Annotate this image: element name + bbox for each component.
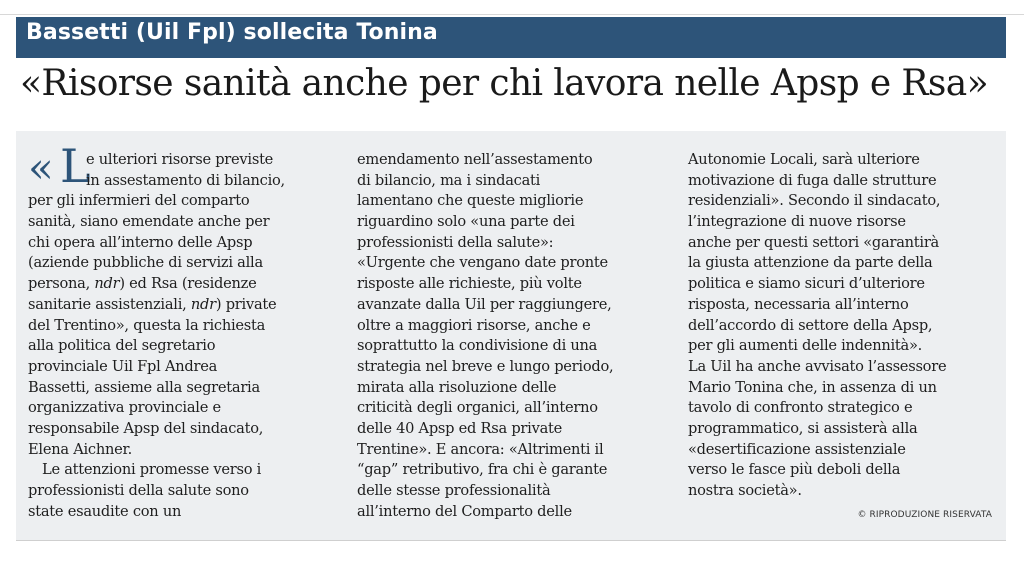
text-line: la giusta attenzione da parte della	[688, 254, 933, 272]
text-line: nostra società».	[688, 482, 802, 499]
drop-quote-mark: «	[28, 143, 54, 192]
drop-cap: L	[60, 139, 91, 193]
column-3	[688, 150, 1008, 502]
text-line: l’integrazione di nuove risorse	[688, 213, 906, 231]
text-line: Mario Tonina che, in assenza di un	[688, 378, 937, 396]
text-line: politica e siamo sicuri d’ulteriore	[688, 275, 925, 293]
kicker-text: Bassetti (Uil Fpl) sollecita Tonina	[26, 20, 438, 45]
text-line: delle 40 Apsp ed Rsa private	[357, 419, 563, 437]
text-line: risposta, necessaria all’interno	[688, 295, 909, 313]
text-line: avanzate dalla Uil per raggiungere,	[357, 295, 612, 313]
copyright-notice: © RIPRODUZIONE RISERVATA	[857, 510, 992, 520]
text-line: lamentano che queste migliorie	[357, 192, 584, 210]
text-line: tavolo di confronto strategico e	[688, 399, 913, 417]
text-line: Trentine». E ancora: «Altrimenti il	[357, 440, 604, 458]
text-line: criticità degli organici, all’interno	[357, 399, 598, 417]
text-line: (aziende pubbliche di servizi alla	[28, 254, 263, 272]
text-line: dell’accordo di settore della Apsp,	[688, 316, 933, 334]
text-line: residenziali». Secondo il sindacato,	[688, 192, 941, 210]
text-line: Elena Aichner.	[28, 440, 133, 458]
bottom-divider	[16, 540, 1006, 541]
text-line: professionisti della salute sono	[28, 482, 249, 499]
text-line: delle stesse professionalità	[357, 482, 551, 499]
text-line: «desertificazione assistenziale	[688, 440, 906, 458]
text-line: strategia nel breve e lungo periodo,	[357, 357, 614, 375]
text-line: «Urgente che vengano date pronte	[357, 254, 608, 272]
text-line: all’interno del Comparto delle	[357, 502, 572, 520]
text-line: chi opera all’interno delle Apsp	[28, 233, 253, 251]
text-line: del Trentino», questa la richiesta	[28, 316, 266, 334]
text-line: soprattutto la condivisione di una	[357, 337, 598, 355]
text-line: Bassetti, assieme alla segretaria	[28, 378, 260, 396]
text-line: state esaudite con un	[28, 502, 182, 520]
text-line: responsabile Apsp del sindacato,	[28, 419, 264, 437]
text-line: anche per questi settori «garantirà	[688, 233, 940, 251]
kicker-banner	[16, 17, 1006, 58]
text-line: sanità, siano emendate anche per	[28, 213, 270, 231]
text-line: per gli infermieri del comparto	[28, 192, 250, 210]
text-line: oltre a maggiori risorse, anche e	[357, 316, 591, 334]
text-line: risposte alle richieste, più volte	[357, 275, 582, 293]
text-line: La Uil ha anche avvisato l’assessore	[688, 357, 947, 375]
text-line: verso le fasce più deboli della	[688, 461, 901, 479]
text-line: mirata alla risoluzione delle	[357, 378, 557, 396]
text-line: sanitarie assistenziali, ndr) private	[28, 295, 277, 313]
text-line: emendamento nell’assestamento	[357, 151, 593, 168]
text-line: Autonomie Locali, sarà ulteriore	[688, 151, 920, 168]
text-line: riguardino solo «una parte dei	[357, 213, 575, 231]
text-line: alla politica del segretario	[28, 337, 216, 355]
headline: «Risorse sanità anche per chi lavora nelle Apsp e Rsa»	[20, 63, 989, 104]
text-line: di bilancio, ma i sindacati	[357, 171, 541, 189]
text-line: persona, ndr) ed Rsa (residenze	[28, 275, 257, 293]
text-line: in assestamento di bilancio,	[86, 171, 285, 189]
previous-article-edge	[0, 0, 1024, 15]
text-line: per gli aumenti delle indennità».	[688, 337, 923, 355]
text-line: provinciale Uil Fpl Andrea	[28, 357, 218, 375]
text-line: Le attenzioni promesse verso i	[42, 461, 262, 479]
text-line: professionisti della salute»:	[357, 233, 554, 251]
column-1	[28, 150, 348, 522]
text-line: e ulteriori risorse previste	[86, 151, 274, 168]
text-line: organizzativa provinciale e	[28, 399, 221, 417]
text-line: “gap” retributivo, fra chi è garante	[357, 461, 608, 479]
text-line: programmatico, si assisterà alla	[688, 419, 918, 437]
text-line: motivazione di fuga dalle strutture	[688, 171, 937, 189]
column-2	[357, 150, 677, 522]
